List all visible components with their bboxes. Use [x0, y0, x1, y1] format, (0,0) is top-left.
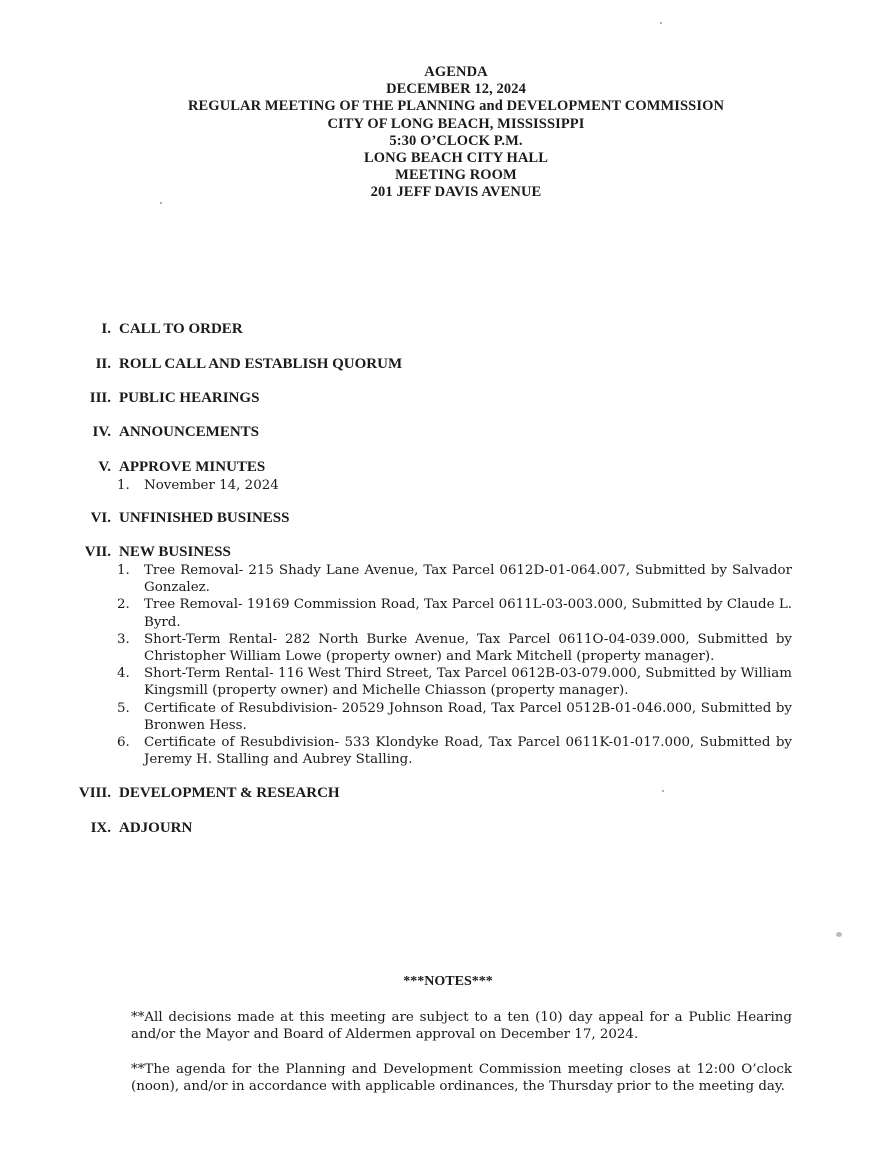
section-title: ADJOURN: [119, 820, 193, 836]
item-text: Short-Term Rental- 282 North Burke Avenue, Tax Parcel 0611O-04-039.000, Submitted by Christopher William Lowe (property owner) and Mark Mitchell (property manager).: [144, 631, 792, 665]
header-time: 5:30 O’CLOCK P.M.: [389, 132, 523, 149]
note-appeal: **All decisions made at this meeting are subject to a ten (10) day appeal for a Public Hearing and/or the Mayor and Board of Aldermen approval on December 17, 2024.: [131, 1010, 792, 1043]
item-number: 4.: [117, 666, 130, 682]
item-text: Short-Term Rental- 116 West Third Street, Tax Parcel 0612B-03-079.000, Submitted by William Kingsmill (property owner) and Michelle Chiasson (property manager).: [144, 666, 792, 699]
notes-title: ***NOTES***: [403, 974, 493, 989]
header-meeting: REGULAR MEETING OF THE PLANNING and DEVELOPMENT COMMISSION: [187, 98, 725, 115]
section-number: VII.: [84, 544, 111, 560]
item-text: Certificate of Resubdivision- 20529 Johnson Road, Tax Parcel 0512B-01-046.000, Submitted by Bronwen Hess.: [144, 700, 792, 733]
minutes-list: [117, 477, 792, 494]
list-item: [117, 562, 792, 596]
section-title: CALL TO ORDER: [119, 321, 243, 337]
header-city: CITY OF LONG BEACH, MISSISSIPPI: [327, 115, 585, 132]
section-number: III.: [89, 390, 111, 406]
list-item: [117, 631, 792, 665]
item-number: 5.: [117, 700, 130, 716]
section-number: VIII.: [78, 785, 111, 801]
item-number: 1.: [117, 563, 130, 578]
section-number: I.: [101, 321, 111, 337]
section-number: II.: [95, 356, 111, 372]
list-item: [117, 477, 792, 494]
item-number: 3.: [117, 631, 130, 647]
scan-speck: [160, 202, 162, 204]
item-number: 2.: [117, 597, 130, 613]
header-address: 201 JEFF DAVIS AVENUE: [370, 184, 542, 201]
scan-speck: [662, 790, 664, 792]
list-item: [117, 734, 792, 768]
section-title: PUBLIC HEARINGS: [119, 390, 260, 406]
scan-speck: [660, 22, 662, 24]
item-text: Tree Removal- 215 Shady Lane Avenue, Tax Parcel 0612D-01-064.007, Submitted by Salvador Gonzalez.: [144, 563, 792, 596]
note-agenda-deadline: **The agenda for the Planning and Development Commission meeting closes at 12:00 O’clock (noon), and/or in accordance with applicable ordinances, the Thursday prior to the meeting day.: [131, 1062, 792, 1095]
list-item: [117, 665, 792, 699]
section-number: V.: [98, 459, 111, 475]
item-text: Certificate of Resubdivision- 533 Klondyke Road, Tax Parcel 0611K-01-017.000, Submitted by Jeremy H. Stalling and Aubrey Stalling.: [144, 735, 792, 768]
section-title: DEVELOPMENT & RESEARCH: [119, 785, 340, 801]
section-number: IX.: [90, 820, 111, 836]
list-item: [117, 700, 792, 734]
header-date: DECEMBER 12, 2024: [386, 81, 526, 98]
scan-speck: [836, 932, 842, 937]
list-item: [117, 596, 792, 630]
item-number: 1.: [117, 478, 130, 493]
header-venue: LONG BEACH CITY HALL: [364, 150, 548, 167]
section-title: UNFINISHED BUSINESS: [119, 510, 290, 526]
agenda-header: [0, 64, 896, 202]
item-text: Tree Removal- 19169 Commission Road, Tax Parcel 0611L-03-003.000, Submitted by Claude L. Byrd.: [144, 597, 792, 630]
item-text: November 14, 2024: [144, 478, 279, 493]
header-room: MEETING ROOM: [395, 167, 517, 184]
section-title: APPROVE MINUTES: [119, 459, 266, 475]
header-title: AGENDA: [424, 64, 488, 80]
section-number: VI.: [90, 510, 111, 526]
section-title: ANNOUNCEMENTS: [119, 424, 260, 440]
section-title: ROLL CALL AND ESTABLISH QUORUM: [119, 356, 403, 372]
section-title: NEW BUSINESS: [119, 544, 231, 560]
item-number: 6.: [117, 735, 130, 751]
section-number: IV.: [92, 424, 111, 440]
new-business-list: [117, 562, 792, 768]
